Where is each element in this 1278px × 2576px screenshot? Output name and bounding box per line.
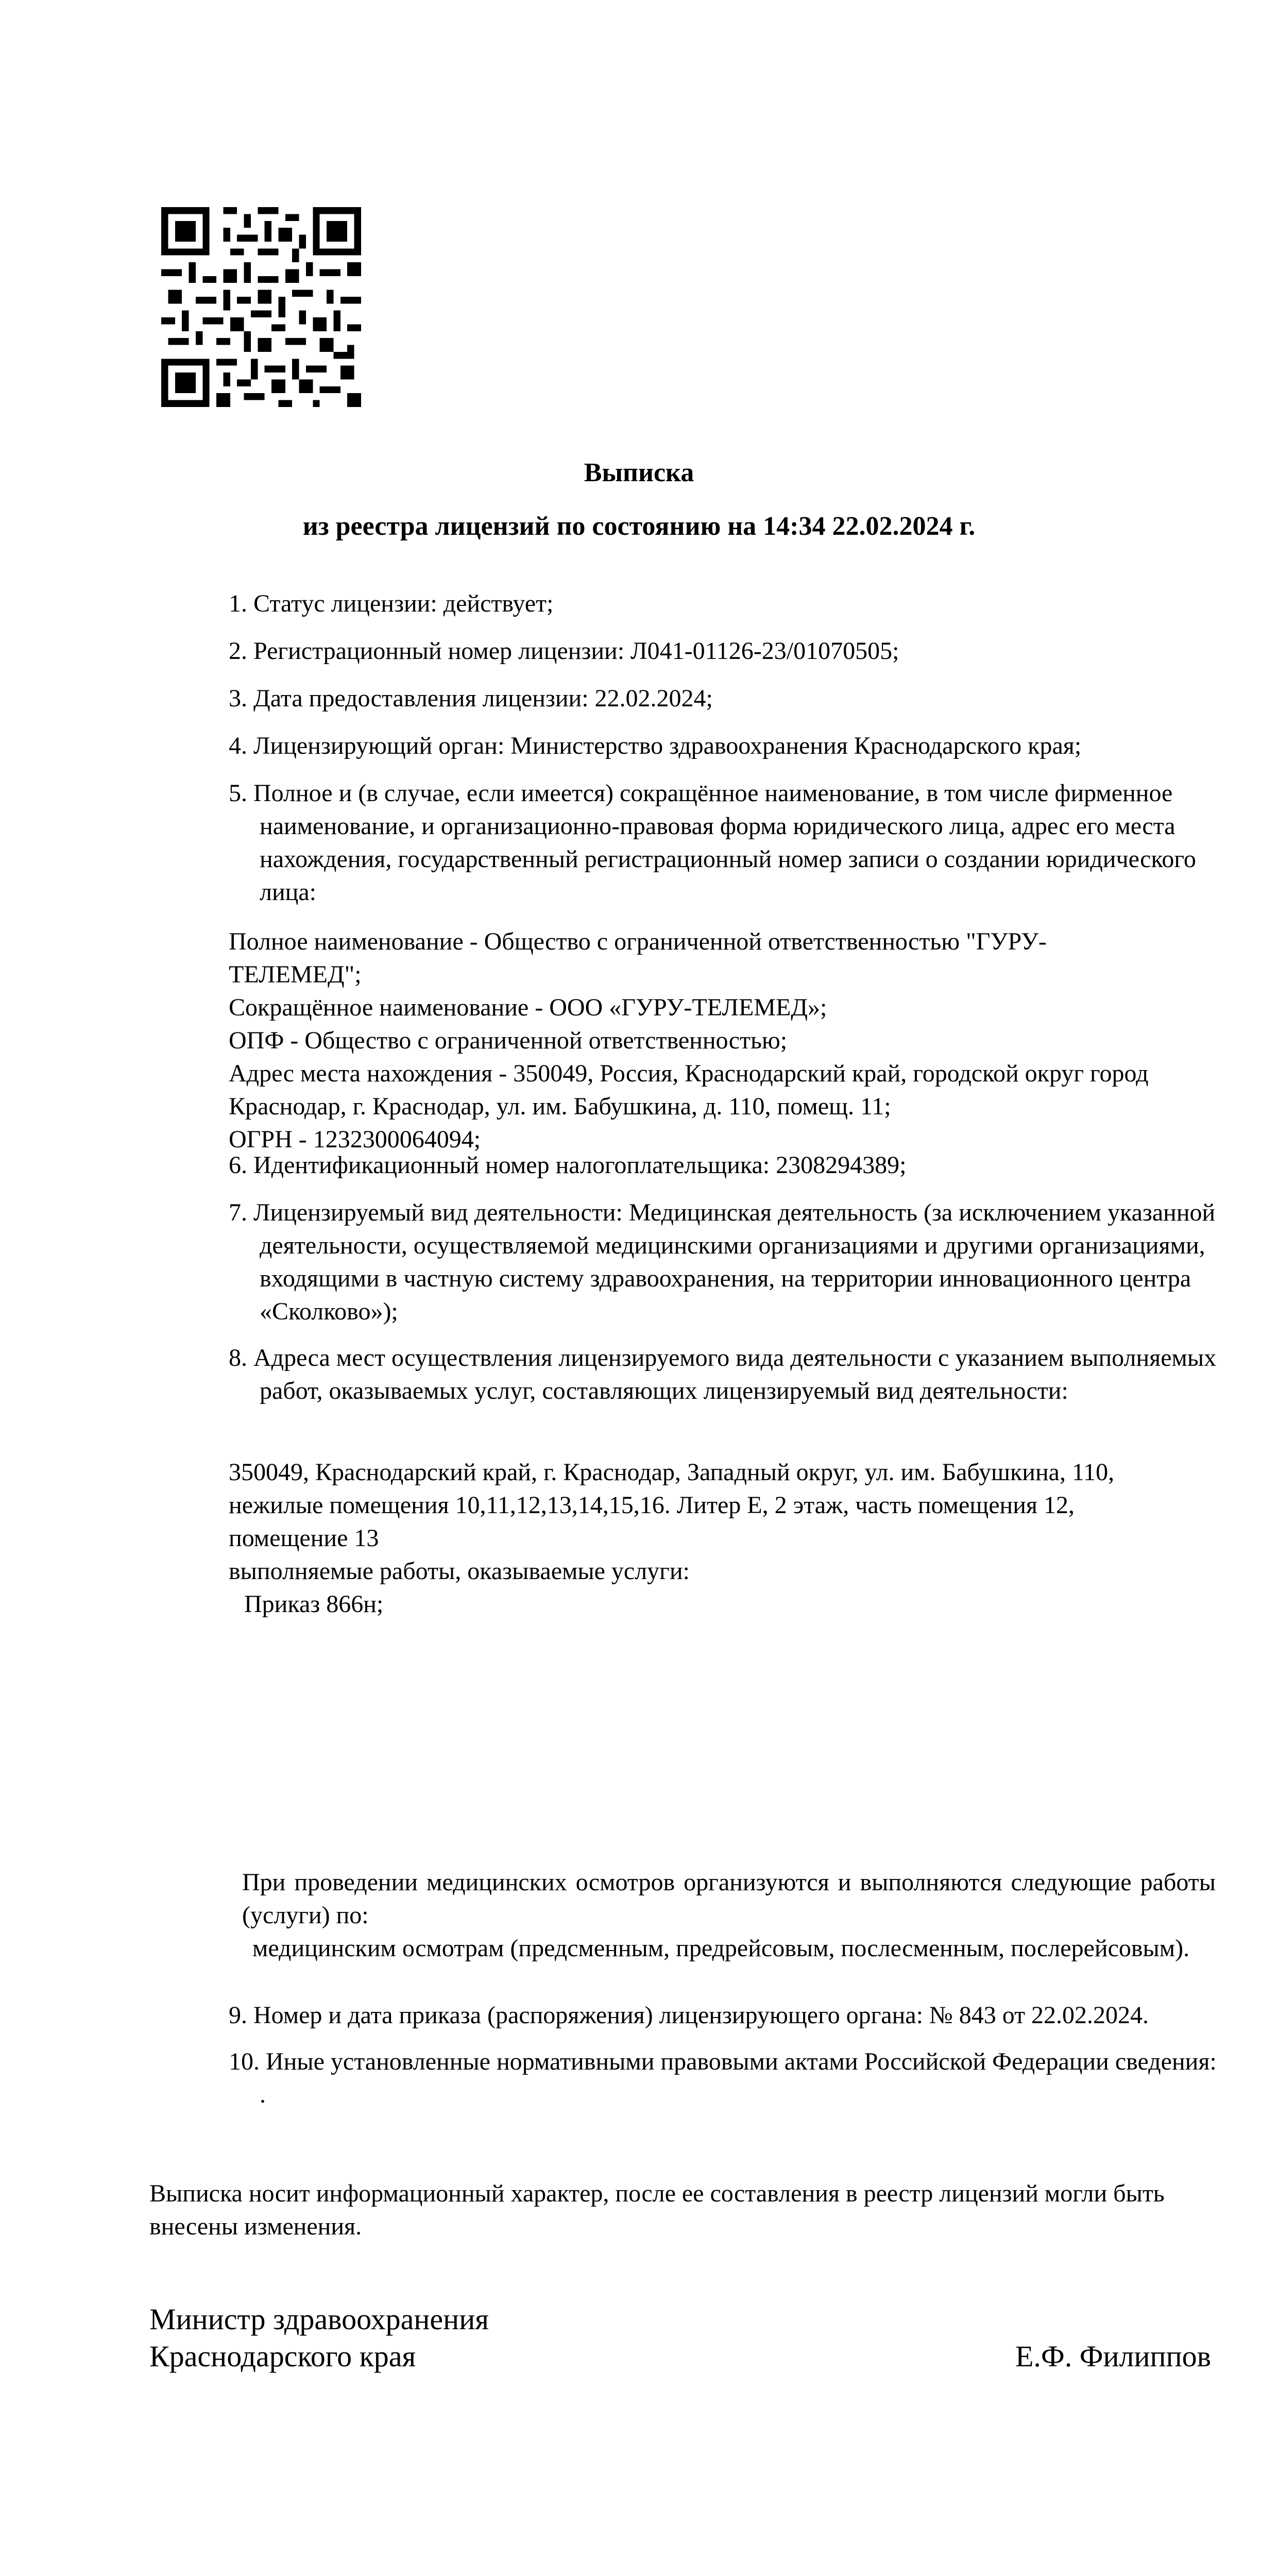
place-block bbox=[229, 1456, 1220, 1621]
signer-name: Е.Ф. Филиппов bbox=[1015, 2340, 1211, 2373]
medical-checkups-list: медицинским осмотрам (предсменным, предрейсовым, послесменным, послерейсовым). bbox=[252, 1935, 1190, 1962]
qr-code bbox=[161, 207, 361, 407]
item-2-reg-number: 2. Регистрационный номер лицензии: Л041-01126-23/01070505; bbox=[229, 637, 899, 665]
item-5-name-heading: 5. Полное и (в случае, если имеется) сокращённое наименование, в том числе фирменное наименование, и организационно-правовая форма юридического лица, адрес его места нахождения, государственный регистрационный номер записи о создании юридического лица: bbox=[229, 779, 1196, 906]
item-6-inn: 6. Идентификационный номер налогоплательщика: 2308294389; bbox=[229, 1151, 907, 1179]
place-line-2: нежилые помещения 10,11,12,13,14,15,16. Литер Е, 2 этаж, часть помещения 12, bbox=[229, 1492, 1075, 1519]
info-note: Выписка носит информационный характер, после ее составления в реестр лицензий могли быть внесены изменения. bbox=[149, 2180, 1165, 2240]
order-866n: Приказ 866н; bbox=[244, 1590, 384, 1618]
organization-block bbox=[229, 925, 1220, 1156]
org-full-name-line-1: Полное наименование - Общество с ограниченной ответственностью "ГУРУ- bbox=[229, 928, 1047, 955]
org-full-name-line-2: ТЕЛЕМЕД"; bbox=[229, 961, 362, 988]
org-address-line-1: Адрес места нахождения - 350049, Россия, Краснодарский край, городской округ город bbox=[229, 1060, 1149, 1087]
item-10-other: 10. Иные установленные нормативными правовыми актами Российской Федерации сведения: . bbox=[229, 2048, 1217, 2108]
org-short-name: Сокращённое наименование - ООО «ГУРУ-ТЕЛЕМЕД»; bbox=[229, 994, 827, 1021]
item-9-order: 9. Номер и дата приказа (распоряжения) лицензирующего органа: № 843 от 22.02.2024. bbox=[229, 2002, 1149, 2029]
medical-checkups-text: При проведении медицинских осмотров организуются и выполняются следующие работы (услуги) по: bbox=[242, 1869, 1216, 1929]
item-3-date: 3. Дата предоставления лицензии: 22.02.2024; bbox=[229, 685, 713, 712]
item-7-activity: 7. Лицензируемый вид деятельности: Медицинская деятельность (за исключением указанной деятельности, осуществляемой медицинскими организациями и другими организациями, входящими в частную систему здравоохранения, на территории инновационного центра «Сколково»); bbox=[229, 1199, 1216, 1325]
signer-position bbox=[149, 2301, 489, 2375]
place-line-1: 350049, Краснодарский край, г. Краснодар, Западный округ, ул. им. Бабушкина, 110, bbox=[229, 1459, 1115, 1486]
item-8-addresses: 8. Адреса мест осуществления лицензируемого вида деятельности с указанием выполняемых работ, оказываемых услуг, составляющих лицензируемый вид деятельности: bbox=[229, 1344, 1217, 1404]
place-line-3: помещение 13 bbox=[229, 1524, 379, 1552]
org-opf: ОПФ - Общество с ограниченной ответственностью; bbox=[229, 1027, 788, 1054]
item-1-status: 1. Статус лицензии: действует; bbox=[229, 590, 554, 617]
signer-position-line-2: Краснодарского края bbox=[149, 2340, 416, 2373]
item-4-authority: 4. Лицензирующий орган: Министерство здравоохранения Краснодарского края; bbox=[229, 732, 1082, 759]
org-address-line-2: Краснодар, г. Краснодар, ул. им. Бабушкина, д. 110, помещ. 11; bbox=[229, 1093, 891, 1120]
medical-checkups bbox=[242, 1866, 1216, 1965]
document-subtitle: из реестра лицензий по состоянию на 14:34 22.02.2024 г. bbox=[302, 512, 976, 541]
works-label: выполняемые работы, оказываемые услуги: bbox=[229, 1557, 690, 1585]
document-title: Выписка bbox=[584, 458, 694, 487]
signer-position-line-1: Министр здравоохранения bbox=[149, 2302, 489, 2336]
org-ogrn: ОГРН - 1232300064094; bbox=[229, 1126, 481, 1153]
